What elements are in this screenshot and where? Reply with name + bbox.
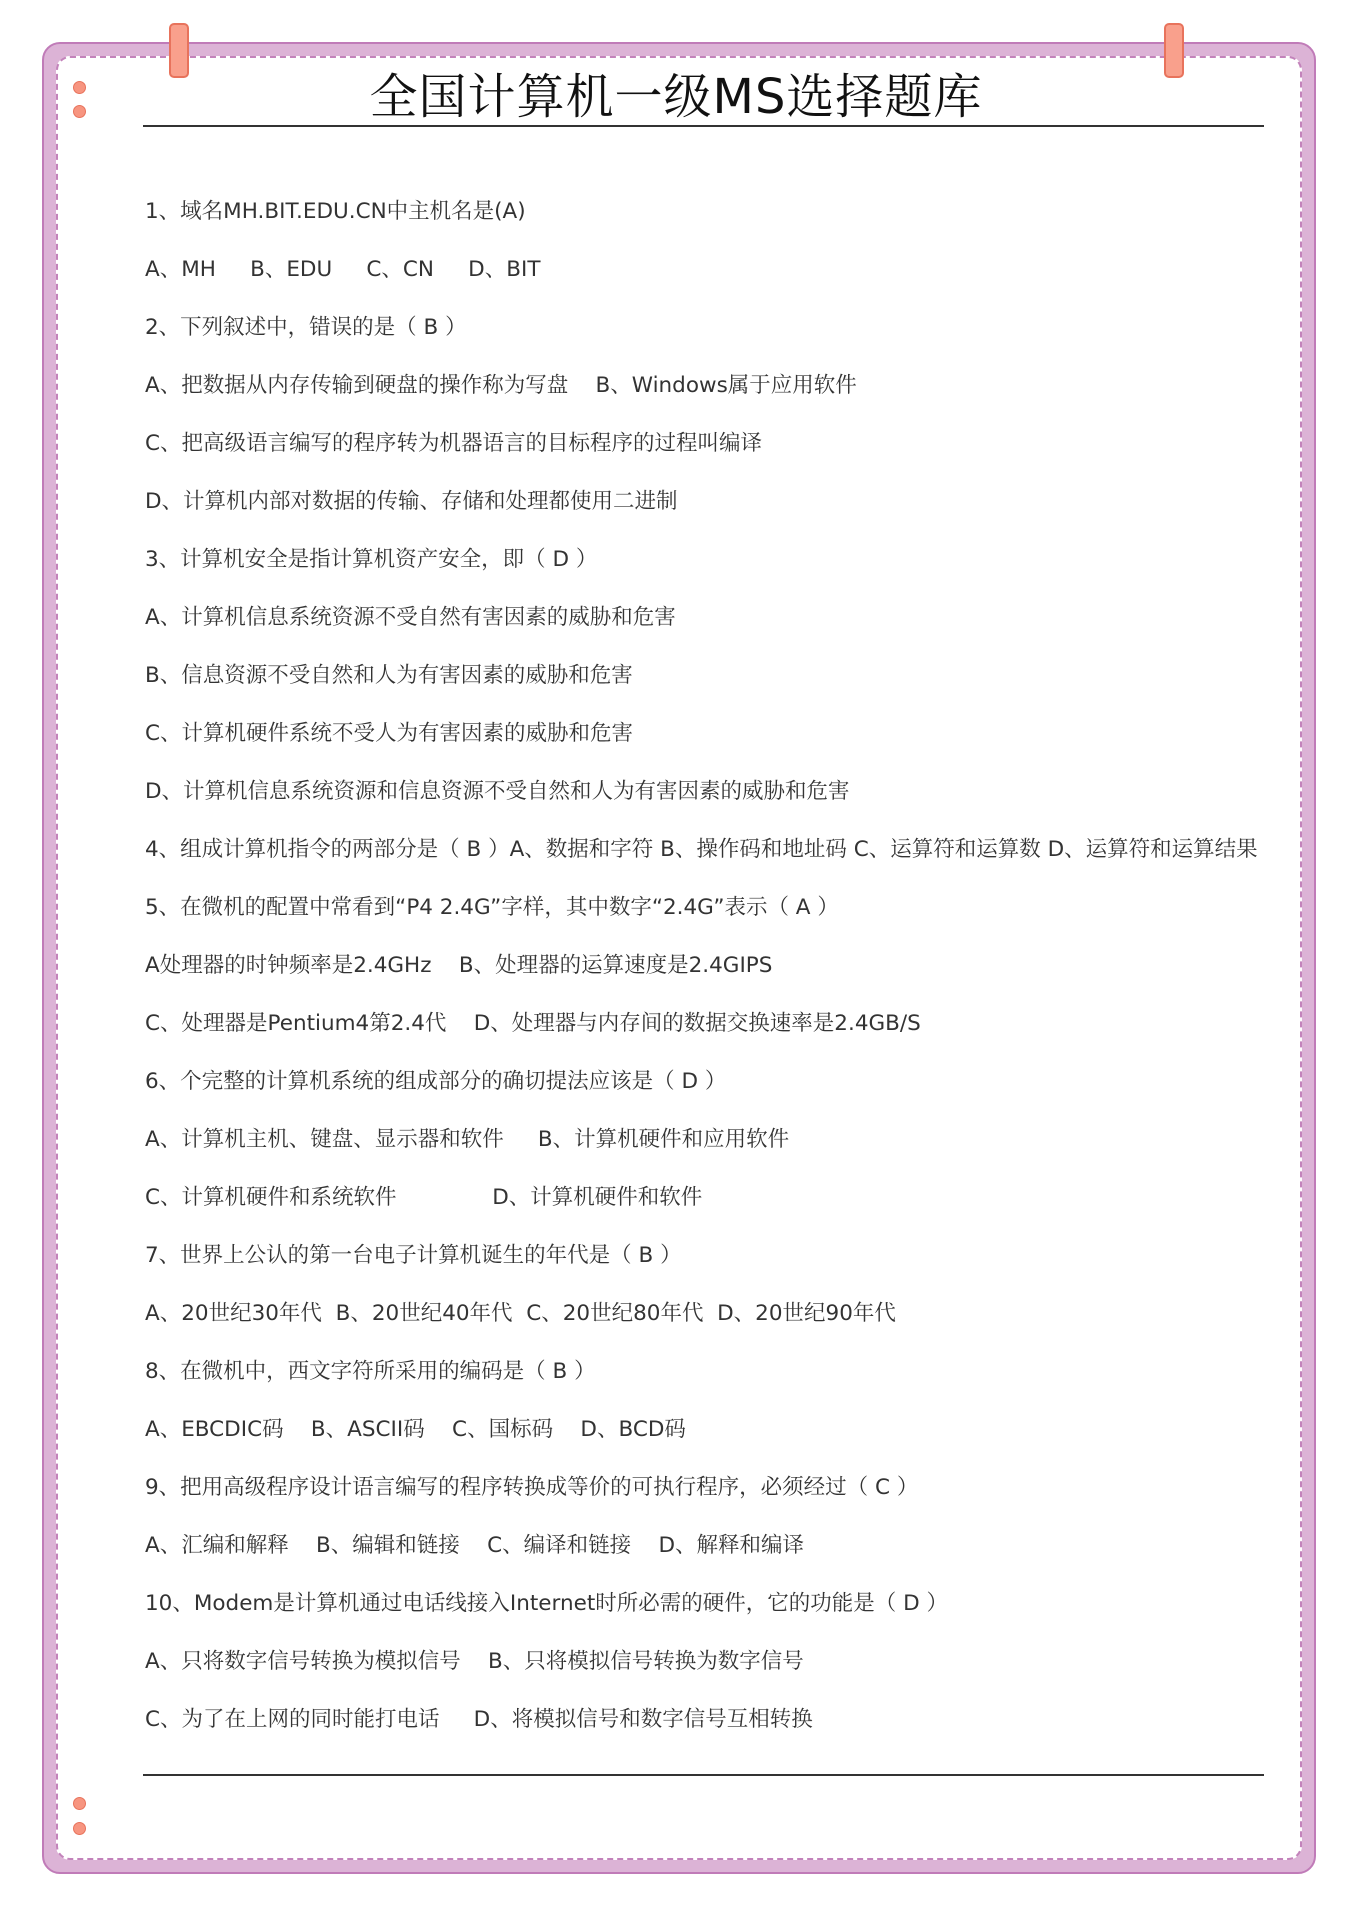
question-line: 8、在微机中，西文字符所采用的编码是（ B ） [145,1359,596,1384]
question-line: C、为了在上网的同时能打电话 D、将模拟信号和数字信号互相转换 [145,1707,813,1732]
question-line: 3、计算机安全是指计算机资产安全，即（ D ） [145,547,598,572]
question-line: 9、把用高级程序设计语言编写的程序转换成等价的可执行程序，必须经过（ C ） [145,1475,919,1500]
question-line: C、计算机硬件和系统软件 D、计算机硬件和软件 [145,1185,703,1210]
question-line: A、计算机信息系统资源不受自然有害因素的威胁和危害 [145,605,676,630]
question-line: 1、域名MH.BIT.EDU.CN中主机名是(A) [145,199,526,224]
question-line: 10、Modem是计算机通过电话线接入Internet时所必需的硬件，它的功能是（ D ） [145,1591,948,1616]
question-line: 5、在微机的配置中常看到“P4 2.4G”字样，其中数字“2.4G”表示（ A ） [145,895,839,920]
question-line: A、只将数字信号转换为模拟信号 B、只将模拟信号转换为数字信号 [145,1649,804,1674]
question-line: 7、世界上公认的第一台电子计算机诞生的年代是（ B ） [145,1243,682,1268]
question-line: A、汇编和解释 B、编辑和链接 C、编译和链接 D、解释和编译 [145,1533,805,1558]
question-line: A、MH B、EDU C、CN D、BIT [145,257,541,282]
decor-dot-icon [73,1797,86,1810]
footer-divider [143,1774,1264,1776]
question-line: A、把数据从内存传输到硬盘的操作称为写盘 B、Windows属于应用软件 [145,373,857,398]
question-list [145,194,1295,1760]
question-line: C、把高级语言编写的程序转为机器语言的目标程序的过程叫编译 [145,431,763,456]
question-line: A、20世纪30年代 B、20世纪40年代 C、20世纪80年代 D、20世纪90年代 [145,1301,896,1326]
decor-dot-icon [73,1822,86,1835]
question-line: C、处理器是Pentium4第2.4代 D、处理器与内存间的数据交换速率是2.4GB/S [145,1011,921,1036]
question-line: C、计算机硬件系统不受人为有害因素的威胁和危害 [145,721,634,746]
question-line: A、计算机主机、键盘、显示器和软件 B、计算机硬件和应用软件 [145,1127,790,1152]
question-line: 4、组成计算机指令的两部分是（ B ）A、数据和字符 B、操作码和地址码 C、运算符和运算数 D、运算符和运算结果 [145,837,1258,862]
question-line: D、计算机信息系统资源和信息资源不受自然和人为有害因素的威胁和危害 [145,779,850,804]
page-title-text: 全国计算机一级MS选择题库 [369,69,983,125]
question-line: D、计算机内部对数据的传输、存储和处理都使用二进制 [145,489,678,514]
question-line: 6、个完整的计算机系统的组成部分的确切提法应该是（ D ） [145,1069,727,1094]
title-divider [143,125,1264,127]
question-line: B、信息资源不受自然和人为有害因素的威胁和危害 [145,663,633,688]
question-line: A处理器的时钟频率是2.4GHz B、处理器的运算速度是2.4GIPS [145,953,773,978]
page-title [0,58,1356,127]
question-line: 2、下列叙述中，错误的是（ B ） [145,315,467,340]
question-line: A、EBCDIC码 B、ASCII码 C、国标码 D、BCD码 [145,1417,686,1442]
